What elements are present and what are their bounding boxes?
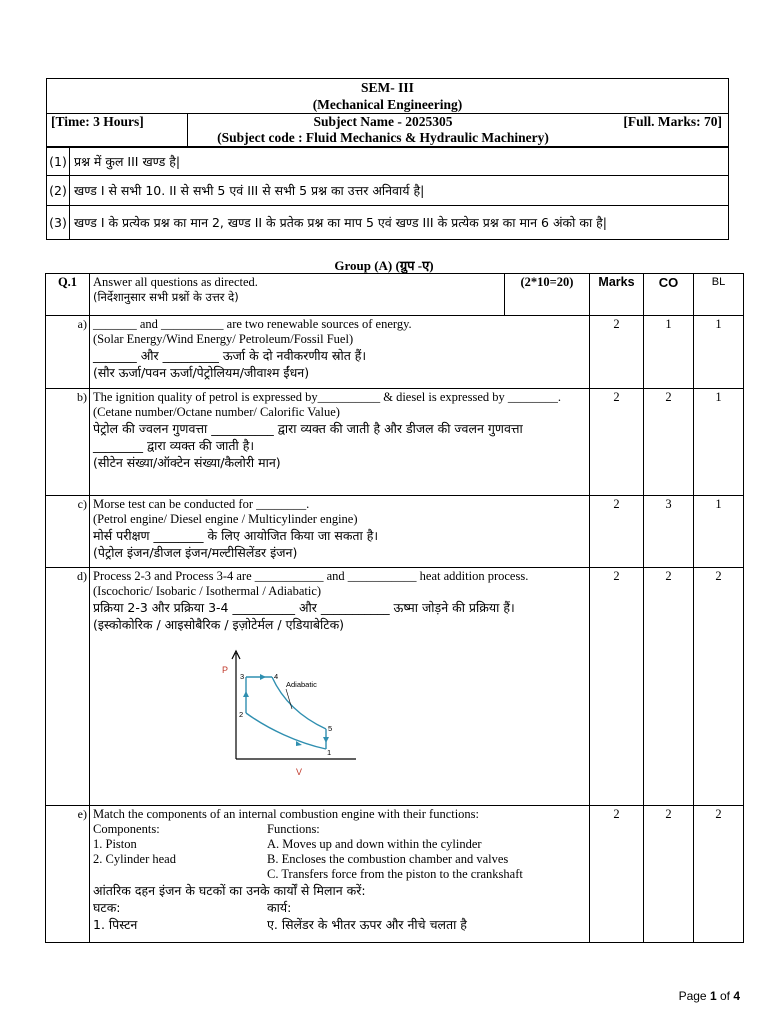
bl-value: 1 — [694, 496, 744, 568]
question-text-hi: प्रक्रिया 2-3 और प्रक्रिया 3-4 __________ और ___________ ऊष्मा जोड़ने की प्रक्रिया हैं। — [93, 600, 515, 615]
component-1-hi: 1. पिस्टन — [93, 917, 138, 932]
question-label: d) — [46, 568, 90, 806]
question-text-hi: आंतरिक दहन इंजन के घटकों का उनके कार्यों से मिलान करें: — [93, 883, 366, 898]
table-header-row — [46, 274, 744, 316]
subject-code: (Subject code : Fluid Mechanics & Hydraulic Machinery) — [217, 130, 549, 145]
questions-table — [45, 273, 744, 943]
components-heading: Components: — [93, 822, 160, 836]
pv-diagram-p-label: P — [222, 665, 229, 675]
question-label: e) — [46, 806, 90, 943]
marks-value: 2 — [590, 389, 644, 496]
pv-diagram-point-5: 5 — [328, 724, 333, 733]
exam-header — [46, 78, 729, 147]
question-text-en: The ignition quality of petrol is expressed by__________ & diesel is expressed by ________. — [93, 390, 561, 404]
component-2: 2. Cylinder head — [93, 852, 176, 866]
question-number: Q.1 — [46, 274, 90, 316]
question-row-b — [46, 389, 744, 496]
question-options-en: (Solar Energy/Wind Energy/ Petroleum/Fossil Fuel) — [93, 332, 354, 346]
bl-value: 2 — [694, 568, 744, 806]
component-1: 1. Piston — [93, 837, 137, 851]
co-column-header: CO — [644, 274, 694, 316]
instruction-number: (1) — [47, 148, 70, 176]
question-text-hi: मोर्स परीक्षण ________ के लिए आयोजित किया जा सकता है। — [93, 528, 379, 543]
co-value: 3 — [644, 496, 694, 568]
instruction-text: खण्ड I के प्रत्येक प्रश्न का मान 2, खण्ड II के प्रतेक प्रश्न का माप 5 एवं खण्ड III के प्रत्येक प्रश्न का मान 6 अंको का है| — [70, 206, 729, 240]
pv-diagram-point-3: 3 — [240, 672, 245, 681]
question-label: b) — [46, 389, 90, 496]
instruction-number: (3) — [47, 206, 70, 240]
marks-column-header: Marks — [590, 274, 644, 316]
header-info-row — [47, 113, 728, 146]
function-a: A. Moves up and down within the cylinder — [267, 837, 482, 851]
exam-time: [Time: 3 Hours] — [47, 114, 188, 146]
question-options-en: (Petrol engine/ Diesel engine / Multicylinder engine) — [93, 512, 358, 526]
instruction-row — [47, 148, 729, 176]
marks-value: 2 — [590, 806, 644, 943]
group-title: Group (A) (ग्रुप -ए) — [334, 258, 434, 273]
instructions-table — [46, 147, 729, 240]
instruction-hindi: (निर्देशानुसार सभी प्रश्नों के उत्तर दे) — [93, 290, 239, 304]
bl-value: 1 — [694, 316, 744, 389]
question-row-a — [46, 316, 744, 389]
question-label: c) — [46, 496, 90, 568]
bl-column-header: BL — [694, 274, 744, 316]
marks-value: 2 — [590, 568, 644, 806]
marks-value: 2 — [590, 316, 644, 389]
co-value: 2 — [644, 806, 694, 943]
question-text-en: Process 2-3 and Process 3-4 are ___________ and ___________ heat addition process. — [93, 569, 529, 583]
semester-title: SEM- III — [361, 80, 414, 95]
question-options-hi: (पेट्रोल इंजन/डीजल इंजन/मल्टीसिलेंडर इंजन) — [93, 545, 298, 560]
function-c: C. Transfers force from the piston to the crankshaft — [267, 867, 523, 881]
instruction-row — [47, 176, 729, 206]
instruction-text: प्रश्न में कुल III खण्ड है| — [70, 148, 729, 176]
functions-heading: Functions: — [267, 822, 320, 836]
page-total: 4 — [733, 989, 740, 1003]
question-text-en: _______ and __________ are two renewable sources of energy. — [93, 317, 412, 331]
bl-value: 1 — [694, 389, 744, 496]
question-row-c — [46, 496, 744, 568]
question-text-hi: पेट्रोल की ज्वलन गुणवत्ता __________ द्वारा व्यक्त की जाती है और डीजल की ज्वलन गुणवत्ता — [93, 421, 523, 436]
question-text-hi: _______ और _________ ऊर्जा के दो नवीकरणीय स्रोत हैं। — [93, 348, 367, 363]
pv-diagram-point-4: 4 — [274, 672, 279, 681]
co-value: 2 — [644, 389, 694, 496]
instruction-text: खण्ड I से सभी 10. II से सभी 5 एवं III से सभी 5 प्रश्न का उत्तर अनिवार्य है| — [70, 176, 729, 206]
pv-diagram-point-1: 1 — [327, 748, 332, 757]
question-options-hi: (सीटेन संख्या/ऑक्टेन संख्या/कैलोरी मान) — [93, 455, 281, 470]
marks-value: 2 — [590, 496, 644, 568]
branch-title: (Mechanical Engineering) — [312, 97, 463, 112]
function-b: B. Encloses the combustion chamber and valves — [267, 852, 509, 866]
functions-heading-hi: कार्य: — [267, 900, 292, 915]
pv-diagram — [216, 647, 366, 787]
full-marks: [Full. Marks: 70] — [623, 114, 722, 129]
question-row-e — [46, 806, 744, 943]
question-text-en: Match the components of an internal combustion engine with their functions: — [93, 807, 480, 821]
question-options-hi: (इस्कोकोरिक / आइसोबैरिक / इज़ोटेर्मल / एडियाबेटिक) — [93, 617, 345, 632]
question-options-en: (Iscochoric/ Isobaric / Isothermal / Adiabatic) — [93, 584, 322, 598]
question-row-d — [46, 568, 744, 806]
co-value: 2 — [644, 568, 694, 806]
instruction-row — [47, 206, 729, 240]
page-number: Page 1 of 4 — [678, 989, 740, 1003]
page-current: 1 — [709, 989, 717, 1003]
question-text-hi-cont: ________ द्वारा व्यक्त की जाती है। — [93, 438, 255, 453]
function-a-hi: ए. सिलेंडर के भीतर ऊपर और नीचे चलता है — [267, 917, 467, 932]
pv-diagram-v-label: V — [296, 767, 303, 777]
pv-diagram-point-2: 2 — [239, 710, 244, 719]
marks-formula: (2*10=20) — [505, 274, 590, 316]
question-label: a) — [46, 316, 90, 389]
question-options-en: (Cetane number/Octane number/ Calorific Value) — [93, 405, 340, 419]
instruction-number: (2) — [47, 176, 70, 206]
instruction-english: Answer all questions as directed. — [93, 275, 258, 289]
question-options-hi: (सौर ऊर्जा/पवन ऊर्जा/पेट्रोलियम/जीवाश्म ईंधन) — [93, 365, 310, 380]
pv-diagram-curve-label: Adiabatic — [286, 680, 317, 689]
co-value: 1 — [644, 316, 694, 389]
bl-value: 2 — [694, 806, 744, 943]
components-heading-hi: घटक: — [93, 900, 121, 915]
question-text-en: Morse test can be conducted for ________. — [93, 497, 310, 511]
subject-name: Subject Name - 2025305 — [313, 114, 453, 129]
